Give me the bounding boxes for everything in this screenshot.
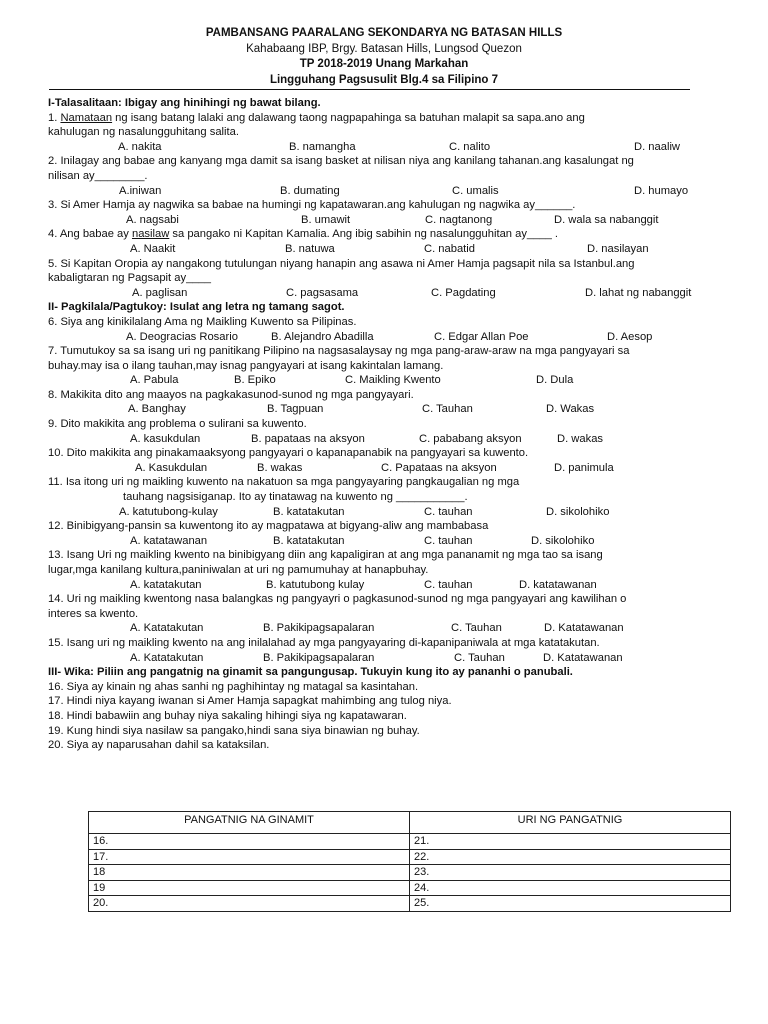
option-c: C. tauhan [424,578,473,591]
option-c: C. Tauhan [451,622,502,635]
option-b: B. papataas na aksyon [251,432,365,445]
section-2-heading: II- Pagkilala/Pagtukoy: Isulat ang letra ng tamang sagot. [48,301,345,314]
table-row [89,896,731,912]
question-8-options [48,402,723,417]
question-9: 9. Dito makikita ang problema o sulirani sa kuwento. [48,418,307,431]
option-b: B. umawit [301,213,351,226]
option-b: B. wakas [257,461,303,474]
option-d: D. wala sa nabanggit [554,213,659,226]
school-address: Kahabaang IBP, Brgy. Batasan Hills, Lungsod Quezon [246,42,522,55]
option-c: C. Pagdating [431,286,496,299]
question-14: 14. Uri ng maikling kwentong nasa balangkas ng pangyayri o pagkasunod-sunod ng mga pangyayari ang kawilihan o [48,593,627,606]
table-cell: 24. [410,880,731,896]
question-6-options [48,330,723,345]
question-3-options [48,213,723,228]
question-17: 17. Hindi niya kayang iwanan si Amer Hamja sapagkat mahimbing ang tulog niya. [48,695,452,708]
option-b: B. natuwa [285,242,335,255]
option-d: D. Katatawanan [543,651,623,664]
table-row [89,849,731,865]
underlined-word: nasilaw [131,228,170,241]
option-c: C. Maikling Kwento [345,374,441,387]
option-a: A. Pabula [130,374,179,387]
option-d: D. nasilayan [587,242,649,255]
question-4: 4. Ang babae ay nasilaw sa pangako ni Kapitan Kamalia. Ang ibig sabihin ng nasalungguhitan ay____ . [48,228,559,241]
option-a: A. katutubong-kulay [119,505,218,518]
table-cell: 25. [410,896,731,912]
option-c: C. tauhan [424,534,473,547]
question-11-line-2: tauhang nagsisiganap. Ito ay tinatawag na kuwento ng ___________. [123,491,468,504]
option-a: A. Deogracias Rosario [126,330,238,343]
question-10: 10. Dito makikita ang pinakamaaksyong pangyayari o kapanapanabik na pangyayari sa kuwento. [48,447,529,460]
question-1-options [48,140,723,155]
option-c: C. pababang aksyon [419,432,522,445]
table-cell: 18 [89,865,410,881]
question-2: 2. Inilagay ang babae ang kanyang mga damit sa isang basket at nilisan niya ang kanilang tahanan.ang kasalungat ng [48,155,634,168]
section-1-heading: I-Talasalitaan: Ibigay ang hinihingi ng bawat bilang. [48,97,321,109]
option-d: D. Katatawanan [544,622,624,635]
option-a: A. Katatakutan [130,651,204,664]
option-b: B. dumating [280,184,340,197]
question-13-options [48,578,723,593]
column-header-uri-ng-pangatnig: URI NG PANGATNIG [410,812,731,834]
question-1: 1. Namataan ng isang batang lalaki ang dalawang taong nagpapahinga sa batuhan malapit sa sapa.ano ang [48,111,585,124]
table-cell: 20. [89,896,410,912]
section-3-heading: III- Wika: Piliin ang pangatnig na ginamit sa pangungusap. Tukuyin kung ito ay pananhi o panubali. [48,666,573,679]
option-a: A. paglisan [132,286,188,299]
option-a: A. kasukdulan [130,432,201,445]
question-13-line-2: lugar,mga kanilang kultura,paniniwalan at uri ng pamumuhay at hanapbuhay. [48,564,429,576]
question-5: 5. Si Kapitan Oropia ay nangakong tutulungan niyang hanapin ang asawa ni Amer Hamja pagsapit nila sa Istanbul.ang [48,257,635,270]
table-row [89,834,731,850]
option-c: C. nalito [449,140,491,153]
option-b: B. katutubong kulay [266,578,365,591]
option-d: D. Wakas [546,403,595,416]
option-d: D. sikolohiko [546,505,610,518]
option-c: C. nabatid [424,242,475,255]
option-d: D. sikolohiko [531,534,595,547]
column-header-pangatnig-na-ginamit: PANGATNIG NA GINAMIT [89,812,410,834]
option-c: C. umalis [452,184,499,197]
question-14-options [48,621,723,636]
option-a: A. nagsabi [126,213,179,226]
question-14-line-2: interes sa kwento. [48,607,139,620]
option-c: C. Edgar Allan Poe [434,330,529,343]
option-c: C. nagtanong [425,213,493,226]
question-2-options [48,184,723,199]
option-b: B. Pakikipagsapalaran [263,622,375,635]
question-5-options [48,286,723,301]
question-4-options [48,242,723,257]
question-10-options [48,461,723,476]
option-b: B. namangha [289,140,356,153]
question-15-options [48,651,723,666]
question-12-options [48,534,723,549]
table-row [89,880,731,896]
question-18: 18. Hindi babawiin ang buhay niya sakaling hihingi siya ng kapatawaran. [48,709,407,722]
option-a: A. Banghay [128,403,186,416]
answer-table [88,811,731,912]
question-8: 8. Makikita dito ang maayos na pagkakasunod-sunod ng mga pangyayari. [48,388,414,401]
option-a: A. Kasukdulan [135,461,208,474]
header-divider [49,89,690,90]
question-5-line-2: kabaligtaran ng Pagsapit ay____ [48,272,211,285]
option-c: C. Tauhan [454,651,505,664]
option-b: B. Pakikipagsapalaran [263,651,375,664]
option-b: C. pagsasama [286,286,359,299]
option-c: C. Tauhan [422,403,473,416]
option-a: A. nakita [118,140,162,153]
option-b: B. Epiko [234,374,276,387]
question-6: 6. Siya ang kinikilalang Ama ng Maikling Kuwento sa Pilipinas. [48,315,357,328]
option-d: D. wakas [557,432,604,445]
option-d: D. Dula [536,374,574,387]
question-13: 13. Isang Uri ng maikling kwento na binibigyang diin ang kapaligiran at ang mga pananamit ng mga tao sa isang [48,549,603,562]
question-11: 11. Isa itong uri ng maikling kuwento na nakatuon sa mga pangyayaring pangkaugalian ng mga [48,476,520,489]
option-b: B. katatakutan [273,534,345,547]
school-name: PAMBANSANG PAARALANG SEKONDARYA NG BATASAN HILLS [205,27,563,39]
option-a: A. Naakit [130,242,176,255]
table-header-row [89,812,731,834]
option-d: D. humayo [634,184,689,197]
question-7-line-2: buhay.may isa o ilang tauhan,may isnag pangyayari at isang kakintalan lamang. [48,359,444,372]
option-d: D. naaliw [634,140,681,153]
document-header [0,26,768,88]
question-3: 3. Si Amer Hamja ay nagwika sa babae na humingi ng kapatawaran.ang kahulugan ng nagwika ay______. [48,199,576,212]
quiz-content [48,96,723,753]
option-c: C. tauhan [424,505,473,518]
option-b: B. Tagpuan [267,403,324,416]
option-b: B. katatakutan [273,505,345,518]
option-a: A.iniwan [119,184,162,197]
option-b: B. Alejandro Abadilla [271,330,374,343]
question-12: 12. Binibigyang-pansin sa kuwentong ito ay magpatawa at bigyang-aliw ang mambabasa [48,520,489,533]
table-cell: 22. [410,849,731,865]
question-16: 16. Siya ay kinain ng ahas sanhi ng paghihintay ng matagal sa kasintahan. [48,680,419,693]
question-7-options [48,373,723,388]
option-c: C. Papataas na aksyon [381,461,497,474]
table-row [89,865,731,881]
quiz-title: Lingguhang Pagsusulit Blg.4 sa Filipino 7 [269,73,499,86]
table-cell: 21. [410,834,731,850]
table-cell: 17. [89,849,410,865]
table-cell: 23. [410,865,731,881]
option-a: A. katatawanan [130,534,208,547]
underlined-word: Namataan [60,111,113,124]
question-2-line-2: nilisan ay________. [48,169,148,182]
question-19: 19. Kung hindi siya nasilaw sa pangako,hindi sana siya binawian ng buhay. [48,724,420,737]
option-d: D. katatawanan [519,578,597,591]
option-d: D. lahat ng nabanggit [585,286,692,299]
school-term: TP 2018-2019 Unang Markahan [299,58,469,70]
table-cell: 16. [89,834,410,850]
question-15: 15. Isang uri ng maikling kwento na ang inilalahad ay mga pangyayaring di-kapanipaniwala at mga katatakutan. [48,636,600,649]
question-1-line-2: kahulugan ng nasalungguhitang salita. [48,126,239,139]
option-a: A. Katatakutan [130,622,204,635]
table-cell: 19 [89,880,410,896]
question-9-options [48,432,723,447]
option-a: A. katatakutan [130,578,202,591]
option-d: D. panimula [554,461,614,474]
question-20: 20. Siya ay naparusahan dahil sa kataksilan. [48,739,270,752]
question-7: 7. Tumutukoy sa sa isang uri ng panitikang Pilipino na nagsasalaysay ng mga pang-araw-araw na mga pangyayari sa [48,345,630,358]
question-11-options [48,505,723,520]
option-d: D. Aesop [607,330,653,343]
